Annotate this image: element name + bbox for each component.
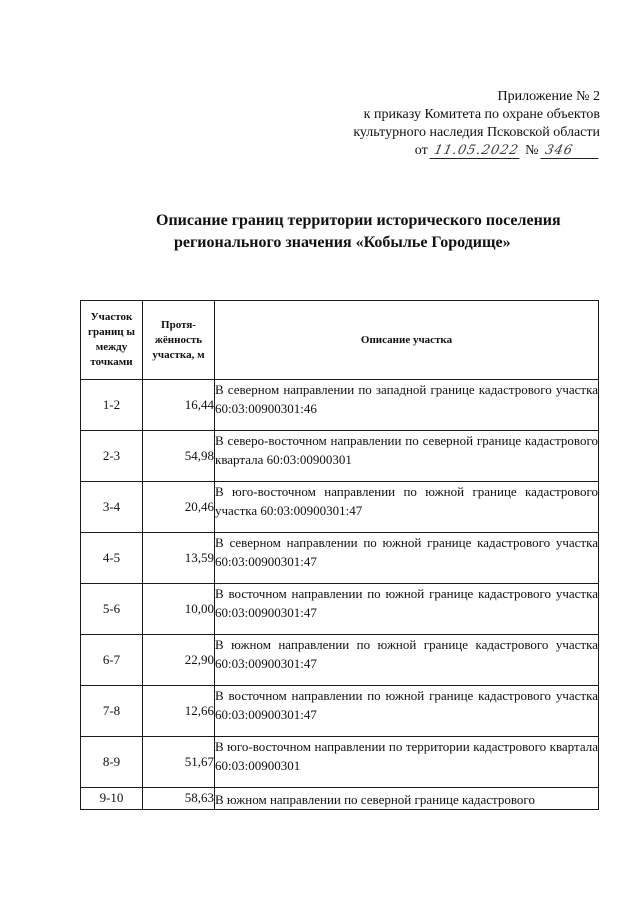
document-title-line-2: регионального значения «Кобылье Городище» [174,234,511,251]
segment-cell: 4-5 [81,533,143,584]
handwritten-number: 346 [540,144,601,159]
segment-cell: 7-8 [81,686,143,737]
header-description: Описание участка [215,301,599,380]
length-cell: 13,59 [143,533,215,584]
annex-date-number-row [300,142,600,160]
segment-cell: 8-9 [81,737,143,788]
table-row [81,584,599,635]
document-title-line-1: Описание границ территории исторического поселения [156,212,561,229]
annex-order-reference: к приказу Комитета по охране объектов [363,107,600,122]
length-cell: 16,44 [143,380,215,431]
segment-cell: 3-4 [81,482,143,533]
length-cell: 22,90 [143,635,215,686]
length-cell: 20,46 [143,482,215,533]
description-cell: В восточном направлении по южной границе кадастрового участка 60:03:00900301:47 [215,584,599,635]
table-row [81,533,599,584]
segment-cell: 9-10 [81,788,143,810]
table-row [81,737,599,788]
description-cell: В юго-восточном направлении по южной границе кадастрового участка 60:03:00900301:47 [215,482,599,533]
length-cell: 10,00 [143,584,215,635]
description-cell: В южном направлении по южной границе кадастрового участка 60:03:00900301:47 [215,635,599,686]
description-cell: В северном направлении по западной границе кадастрового участка 60:03:00900301:46 [215,380,599,431]
segment-cell: 2-3 [81,431,143,482]
table-row [81,686,599,737]
table-header-row [81,301,599,380]
annex-number: Приложение № 2 [497,89,600,104]
length-cell: 51,67 [143,737,215,788]
table-row [81,431,599,482]
date-prefix: от [414,143,428,158]
length-cell: 54,98 [143,431,215,482]
boundary-description-table [80,300,599,810]
length-cell: 12,66 [143,686,215,737]
length-cell: 58,63 [143,788,215,810]
table-row [81,380,599,431]
header-segment: Участок границ ы между точками [81,301,143,380]
header-length: Протя- жённость участка, м [143,301,215,380]
annex-header [300,88,600,160]
table-row [81,482,599,533]
segment-cell: 6-7 [81,635,143,686]
description-cell: В северном направлении по южной границе кадастрового участка 60:03:00900301:47 [215,533,599,584]
description-cell: В восточном направлении по южной границе кадастрового участка 60:03:00900301:47 [215,686,599,737]
description-cell: В юго-восточном направлении по территории кадастрового квартала 60:03:00900301 [215,737,599,788]
table-row [81,635,599,686]
number-prefix: № [525,143,539,158]
description-cell: В северо-восточном направлении по северной границе кадастрового квартала 60:03:00900301 [215,431,599,482]
segment-cell: 5-6 [81,584,143,635]
handwritten-date: 11.05.2022 [430,144,524,159]
annex-committee-name: культурного наследия Псковской области [353,125,600,140]
document-title [100,210,570,254]
segment-cell: 1-2 [81,380,143,431]
description-cell: В южном направлении по северной границе кадастрового [215,788,599,810]
table-row [81,788,599,810]
